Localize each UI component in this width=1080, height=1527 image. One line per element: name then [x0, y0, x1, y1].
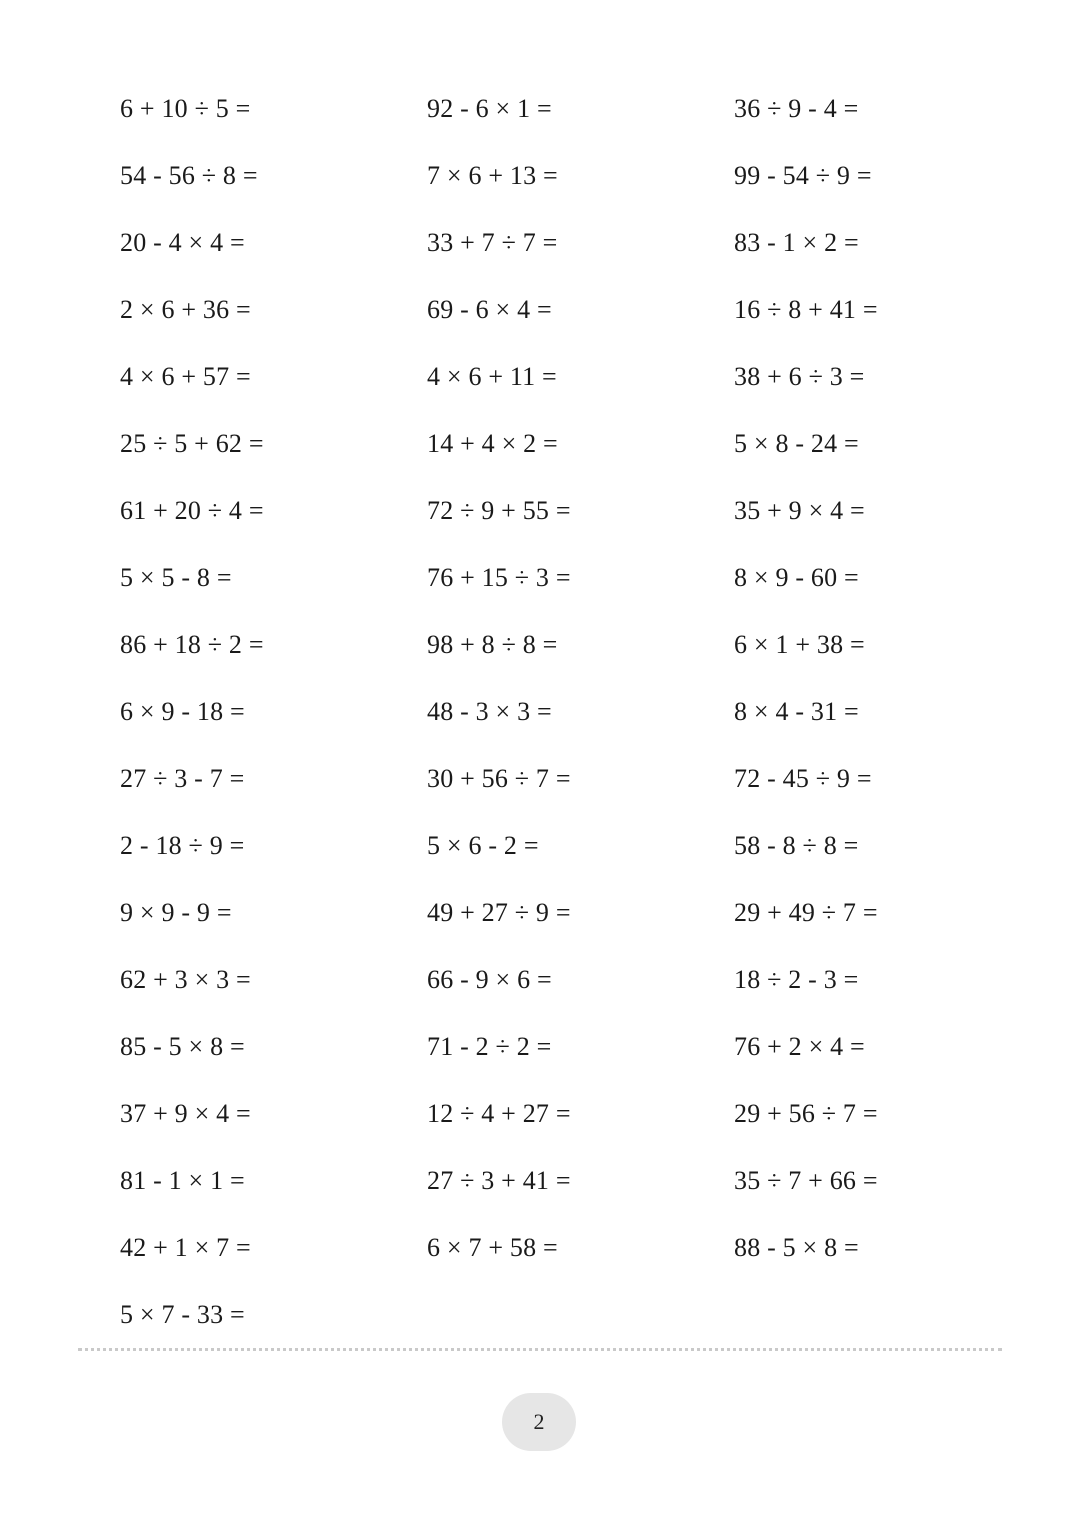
math-problem: 76 + 2 × 4 = — [734, 1032, 865, 1061]
math-problem: 99 - 54 ÷ 9 = — [734, 161, 872, 190]
page-number-badge — [502, 1393, 576, 1451]
math-problem: 98 + 8 ÷ 8 = — [427, 630, 558, 659]
math-problem: 6 + 10 ÷ 5 = — [120, 94, 251, 123]
math-problem: 5 × 8 - 24 = — [734, 429, 859, 458]
math-problem: 54 - 56 ÷ 8 = — [120, 161, 258, 190]
math-problem: 4 × 6 + 11 = — [427, 362, 557, 391]
math-problem: 2 × 6 + 36 = — [120, 295, 251, 324]
math-problem: 29 + 49 ÷ 7 = — [734, 898, 878, 927]
math-problem: 61 + 20 ÷ 4 = — [120, 496, 264, 525]
math-problem: 5 × 5 - 8 = — [120, 563, 232, 592]
math-problem: 48 - 3 × 3 = — [427, 697, 552, 726]
math-problem: 8 × 4 - 31 = — [734, 697, 859, 726]
math-problem: 29 + 56 ÷ 7 = — [734, 1099, 878, 1128]
math-problem: 20 - 4 × 4 = — [120, 228, 245, 257]
math-problem: 8 × 9 - 60 = — [734, 563, 859, 592]
math-problem: 49 + 27 ÷ 9 = — [427, 898, 571, 927]
math-problem: 33 + 7 ÷ 7 = — [427, 228, 558, 257]
math-problem: 18 ÷ 2 - 3 = — [734, 965, 859, 994]
math-problem: 76 + 15 ÷ 3 = — [427, 563, 571, 592]
math-problem: 86 + 18 ÷ 2 = — [120, 630, 264, 659]
problem-column-2 — [427, 82, 727, 1288]
math-problem: 2 - 18 ÷ 9 = — [120, 831, 245, 860]
math-problem: 72 ÷ 9 + 55 = — [427, 496, 571, 525]
math-problem: 81 - 1 × 1 = — [120, 1166, 245, 1195]
math-problem: 5 × 6 - 2 = — [427, 831, 539, 860]
math-problem: 85 - 5 × 8 = — [120, 1032, 245, 1061]
math-problem: 58 - 8 ÷ 8 = — [734, 831, 859, 860]
math-problem: 6 × 7 + 58 = — [427, 1233, 558, 1262]
math-problem: 66 - 9 × 6 = — [427, 965, 552, 994]
dotted-divider — [78, 1348, 1002, 1351]
math-problem: 7 × 6 + 13 = — [427, 161, 558, 190]
math-problem: 71 - 2 ÷ 2 = — [427, 1032, 552, 1061]
math-problem: 6 × 9 - 18 = — [120, 697, 245, 726]
math-problem: 37 + 9 × 4 = — [120, 1099, 251, 1128]
math-problem: 35 + 9 × 4 = — [734, 496, 865, 525]
math-problem: 5 × 7 - 33 = — [120, 1300, 245, 1329]
math-problem: 35 ÷ 7 + 66 = — [734, 1166, 878, 1195]
math-problem: 25 ÷ 5 + 62 = — [120, 429, 264, 458]
math-problem: 30 + 56 ÷ 7 = — [427, 764, 571, 793]
math-problem: 42 + 1 × 7 = — [120, 1233, 251, 1262]
math-problem: 9 × 9 - 9 = — [120, 898, 232, 927]
math-problem: 12 ÷ 4 + 27 = — [427, 1099, 571, 1128]
page-number: 2 — [533, 1409, 545, 1434]
math-problem: 14 + 4 × 2 = — [427, 429, 558, 458]
math-problem: 92 - 6 × 1 = — [427, 94, 552, 123]
math-problem: 62 + 3 × 3 = — [120, 965, 251, 994]
math-problem: 16 ÷ 8 + 41 = — [734, 295, 878, 324]
math-problem: 4 × 6 + 57 = — [120, 362, 251, 391]
math-problem: 69 - 6 × 4 = — [427, 295, 552, 324]
problem-column-3 — [734, 82, 1034, 1288]
math-problem: 38 + 6 ÷ 3 = — [734, 362, 865, 391]
math-problem: 36 ÷ 9 - 4 = — [734, 94, 859, 123]
math-problem: 27 ÷ 3 + 41 = — [427, 1166, 571, 1195]
math-problem: 27 ÷ 3 - 7 = — [120, 764, 245, 793]
problem-column-1 — [120, 82, 420, 1355]
math-problem: 83 - 1 × 2 = — [734, 228, 859, 257]
math-problem: 88 - 5 × 8 = — [734, 1233, 859, 1262]
math-problem: 6 × 1 + 38 = — [734, 630, 865, 659]
math-problem: 72 - 45 ÷ 9 = — [734, 764, 872, 793]
